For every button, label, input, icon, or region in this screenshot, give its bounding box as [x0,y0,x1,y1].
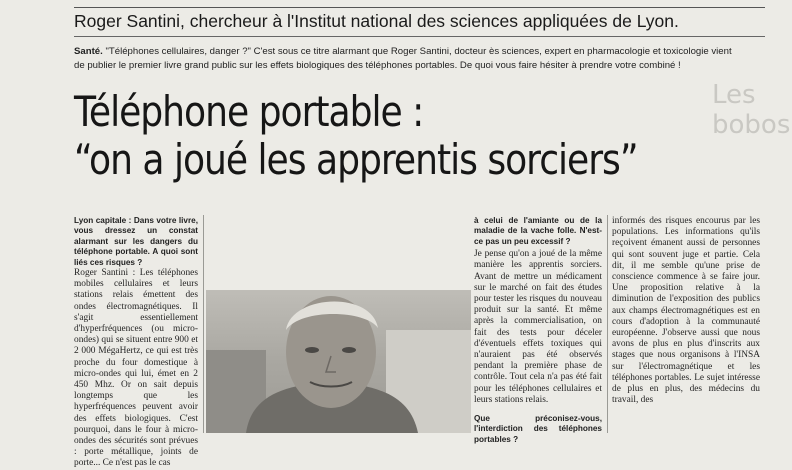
portrait-photo [206,290,471,433]
headline-line-1: Téléphone portable : [74,87,424,136]
lead-text: "Téléphones cellulaires, danger ?" C'est sous ce titre alarmant que Roger Santini, docteur ès sciences, expert en pharmacologie et toxicologie vient de publier le premier livre grand public sur les effets biologiques des téléphones portables. De quoi vous faire hésiter à prendre votre combiné ! [74,46,732,71]
byline-rule [74,36,765,37]
interview-question-1: Lyon capitale : Dans votre livre, vous dressez un constat alarmant sur les dangers du téléphone portable. A quoi sont liés ces risques ? [74,216,198,267]
lead-paragraph [74,45,734,73]
header-strip [300,0,480,6]
column-3 [612,216,760,406]
interview-question-3: Que préconisez-vous, l'interdiction des téléphones portables ? [474,414,602,444]
column-rule-1 [203,215,204,433]
headline [74,88,659,184]
interview-answer-3: informés des risques encourus par les populations. Les informations qu'ils reçoivent émanent aussi de personnes qui sont souvent juge et partie. Cela dit, il me semble qu'une prise de conscience commence à se faire jour. Une proposition relative à la diminution de l'exposition des publics aux champs électromagnétiques est en cours d'adoption à la communauté européenne. J'observe aussi que nous avons de plus en plus d'inscrits aux stages que nous organisons à l'INSA sur l'électromagnétique et les téléphones portables. Le sujet intéresse de plus en plus, des médecins du travail, des [612,216,760,406]
interview-answer-2: Je pense qu'on a joué de la même manière les apprentis sorciers. Avant de mettre un médicament sur le marché on fait des études pour tester les risques du nouveau produit sur la santé. Et même après la commercialisation, on fait des tests pour déceler d'éventuels effets toxiques qui n'auraient pas été observés pendant la première phase de contrôle. Tout cela n'a pas été fait pour les téléphones cellulaires et leurs stations relais. [474,249,602,405]
column-1 [74,216,198,470]
column-rule-2 [607,215,608,433]
interview-question-2: à celui de l'amiante ou de la maladie de la vache folle. N'est-ce pas un peu excessif ? [474,216,602,246]
interview-answer-1: Roger Santini : Les téléphones mobiles cellulaires et leurs stations relais émettent des ondes électromagnétiques. Il s'agit essentiellement d'hyperfréquences (ou micro-ondes) qui se situent entre 900 et 2 000 MégaHertz, ce qui est très proche du four domestique à micro-ondes qui lui, émet en 2 450 Mhz. Or on sait depuis longtemps que les hyperfréquences peuvent avoir des effets biologiques. C'est pourquoi, dans le four à micro-ondes des sécurités sont prévues : porte métallique, joints de porte... Ce n'est pas le cas [74,268,198,469]
adjacent-article-fragment: Les bobos [712,80,791,140]
top-rule [74,7,765,8]
headline-line-2: “on a joué les apprentis sorciers” [74,135,638,184]
column-2 [474,216,602,445]
byline: Roger Santini, chercheur à l'Institut national des sciences appliquées de Lyon. [74,11,679,31]
lead-kicker: Santé. [74,46,103,57]
man-portrait-icon [206,290,471,433]
